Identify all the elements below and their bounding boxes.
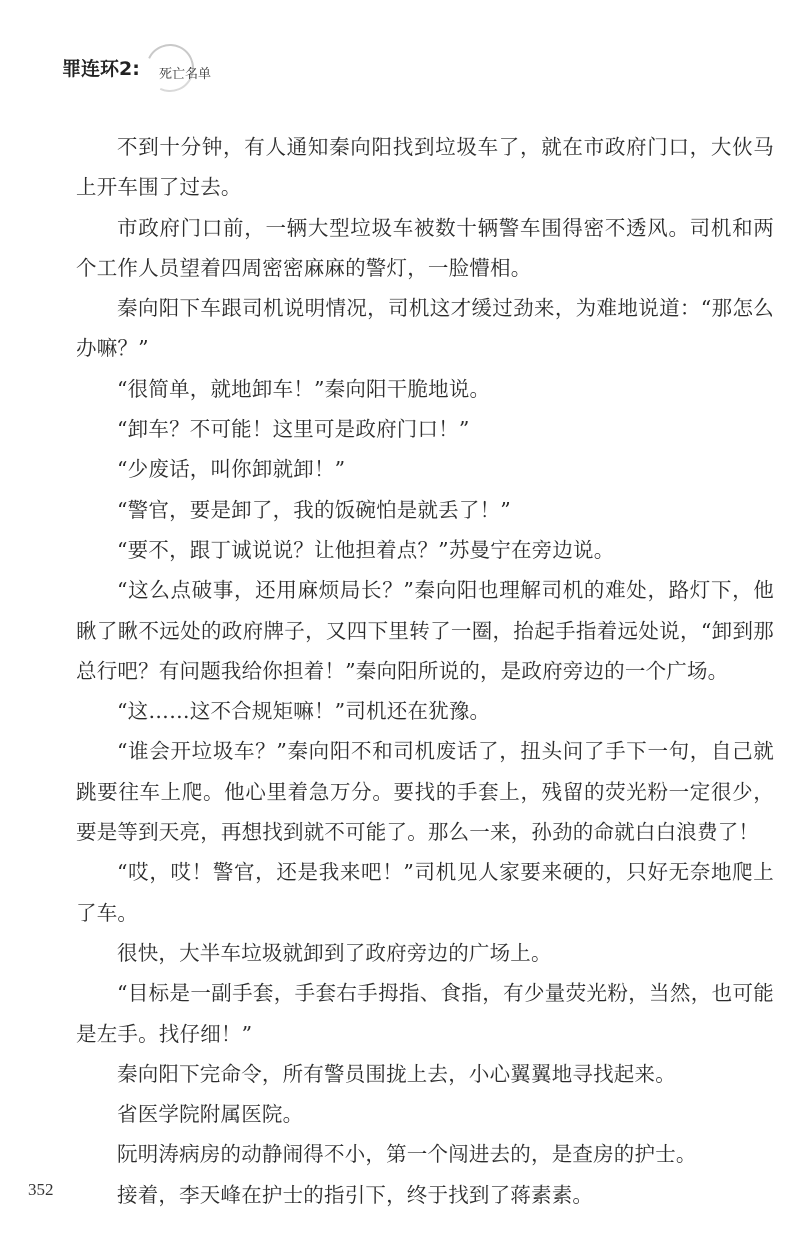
paragraph-2: 市政府门口前，一辆大型垃圾车被数十辆警车围得密不透风。司机和两个工作人员望着四周密密麻麻的警灯，一脸懵相。 (76, 215, 774, 280)
paragraph-6: “少废话，叫你卸就卸！” (117, 457, 346, 482)
paragraph-14: “目标是一副手套，手套右手拇指、食指，有少量荧光粉，当然，也可能是左手。找仔细！” (76, 981, 774, 1046)
paragraph-9: “这么点破事，还用麻烦局长？”秦向阳也理解司机的难处，路灯下，他瞅了瞅不远处的政府牌子，又四下里转了一圈，抬起手指着远处说，“卸到那总行吧？有问题我给你担着！”秦向阳所说的，是政府旁边的一个广场。 (76, 578, 774, 683)
paragraph-7: “警官，要是卸了，我的饭碗怕是就丢了！” (117, 497, 511, 522)
paragraph-17: 阮明涛病房的动静闹得不小，第一个闯进去的，是查房的护士。 (117, 1142, 697, 1167)
running-header (62, 44, 262, 90)
paragraph-15: 秦向阳下完命令，所有警员围拢上去，小心翼翼地寻找起来。 (117, 1061, 676, 1086)
paragraph-3: 秦向阳下车跟司机说明情况，司机这才缓过劲来，为难地说道：“那怎么办嘛？” (76, 296, 774, 361)
page-body (76, 127, 774, 1215)
paragraph-5: “卸车？不可能！这里可是政府门口！” (117, 417, 470, 442)
paragraph-11: “谁会开垃圾车？”秦向阳不和司机废话了，扭头问了手下一句，自己就跳要往车上爬。他心里着急万分。要找的手套上，残留的荧光粉一定很少，要是等到天亮，再想找到就不可能了。那么一来，孙劲的命就白白浪费了！ (76, 739, 774, 845)
paragraph-1: 不到十分钟，有人通知秦向阳找到垃圾车了，就在市政府门口，大伙马上开车围了过去。 (76, 135, 774, 200)
paragraph-18: 接着，李天峰在护士的指引下，终于找到了蒋素素。 (117, 1182, 594, 1207)
page-number: 352 (28, 1180, 54, 1199)
paragraph-13: 很快，大半车垃圾就卸到了政府旁边的广场上。 (117, 940, 552, 965)
paragraph-10: “这……这不合规矩嘛！”司机还在犹豫。 (117, 699, 491, 724)
paragraph-16: 省医学院附属医院。 (117, 1102, 304, 1127)
book-subtitle: 死亡名单 (159, 67, 212, 82)
book-title: 罪连环2: (62, 58, 140, 80)
paragraph-8: “要不，跟丁诚说说？让他担着点？”苏曼宁在旁边说。 (117, 537, 615, 562)
paragraph-4: “很简单，就地卸车！”秦向阳干脆地说。 (117, 376, 491, 401)
paragraph-12: “哎，哎！警官，还是我来吧！”司机见人家要来硬的，只好无奈地爬上了车。 (76, 860, 774, 925)
